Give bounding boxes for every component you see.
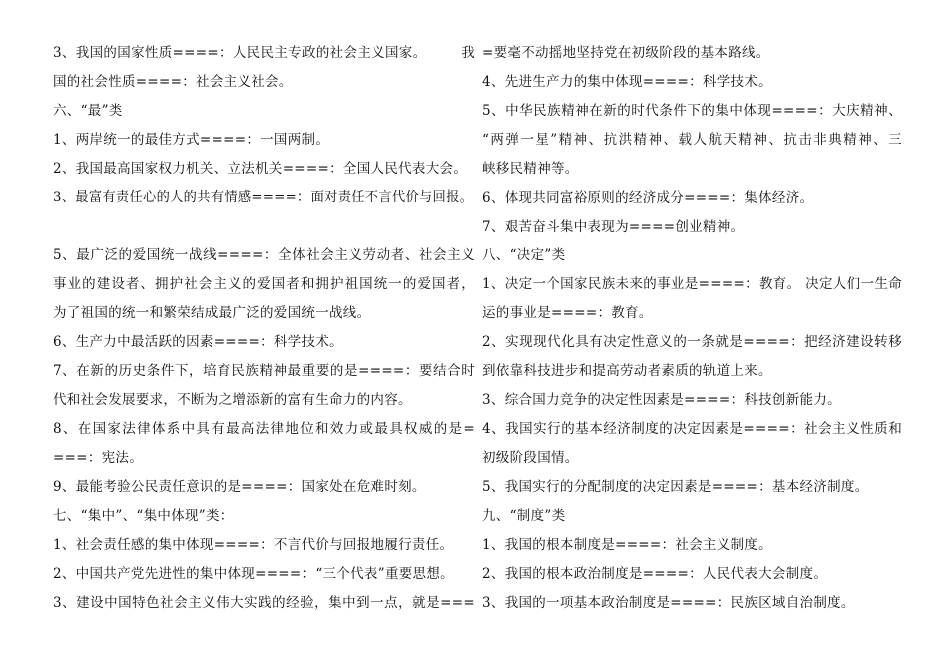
text-line: 2、我国的根本政治制度是====：人民代表大会制度。: [482, 566, 828, 582]
text-line: 3、建设中国特色社会主义伟大实践的经验，集中到一点，就是===: [53, 595, 475, 611]
text-line: 4、先进生产力的集中体现====：科学技术。: [482, 74, 772, 90]
text-line: 6、体现共同富裕原则的经济成分====：集体经济。: [482, 190, 814, 206]
text-line: 2、中国共产党先进性的集中体现====：“三个代表”重要思想。: [53, 566, 454, 582]
text-line: ===：宪法。: [53, 450, 144, 466]
text-line: 1、社会责任感的集中体现====：不言代价与回报地履行责任。: [53, 537, 454, 553]
text-line: 运的事业是====：教育。: [482, 305, 653, 321]
text-line: 代和社会发展要求，不断为之增添新的富有生命力的内容。: [53, 392, 412, 408]
section-heading: 八、“决定”类: [482, 247, 566, 263]
text-line: 5、中华民族精神在新的时代条件下的集中体现====：大庆精神、: [482, 103, 902, 119]
text-line: 2、实现现代化具有决定性意义的一条就是====：把经济建设转移: [482, 334, 902, 350]
text-line: 初级阶段国情。: [482, 450, 579, 466]
text-line: 3、最富有责任心的人的共有情感====：面对责任不言代价与回报。: [53, 190, 474, 205]
text-line: 3、我国的一项基本政治制度是====：民族区域自治制度。: [482, 595, 855, 611]
text-line: 5、最广泛的爱国统一战线====：全体社会主义劳动者、社会主义: [53, 247, 475, 263]
text-line: “两弹一星”精神、抗洪精神、载人航天精神、抗击非典精神、三: [482, 132, 902, 148]
text-line: 3、综合国力竞争的决定性因素是====：科技创新能力。: [482, 392, 841, 408]
section-heading: 六、“最”类: [53, 103, 123, 119]
text-line: 为了祖国的统一和繁荣结成最广泛的爱国统一战线。: [53, 305, 371, 321]
text-line: =要毫不动摇地坚持党在初级阶段的基本路线。: [482, 45, 770, 61]
text-line: 事业的建设者、拥护社会主义的爱国者和拥护祖国统一的爱国者，: [53, 276, 475, 292]
text-line: 1、决定一个国家民族未来的事业是====：教育。 决定人们一生命: [482, 276, 902, 292]
text-line: 9、最能考验公民责任意识的是====：国家处在危难时刻。: [53, 479, 426, 495]
text-line: 国的社会性质====：社会主义社会。: [53, 74, 293, 90]
text-line: 8、在国家法律体系中具有最高法律地位和效力或最具权威的是=: [53, 421, 475, 437]
text-line: 7、在新的历史条件下，培育民族精神最重要的是====：要结合时: [53, 363, 475, 379]
text-line: 到依靠科技进步和提高劳动者素质的轨道上来。: [482, 363, 772, 379]
section-heading: 九、“制度”类: [482, 508, 566, 524]
section-heading: 七、“集中”、“集中体现”类：: [53, 508, 234, 524]
text-line: 2、我国最高国家权力机关、立法机关====：全国人民代表大会。: [53, 161, 468, 177]
text-line: 6、生产力中最活跃的因素====：科学技术。: [53, 334, 343, 350]
text-line: 峡移民精神等。: [482, 161, 579, 177]
text-line: 4、我国实行的基本经济制度的决定因素是====：社会主义性质和: [482, 421, 902, 437]
text-line: 5、我国实行的分配制度的决定因素是====：基本经济制度。: [482, 479, 869, 495]
text-line: 3、我国的国家性质====：人民民主专政的社会主义国家。 我: [53, 45, 475, 61]
text-line: 7、艰苦奋斗集中表现为====创业精神。: [482, 219, 745, 235]
text-line: 1、两岸统一的最佳方式====：一国两制。: [53, 132, 330, 148]
text-line: 1、我国的根本制度是====：社会主义制度。: [482, 537, 772, 553]
